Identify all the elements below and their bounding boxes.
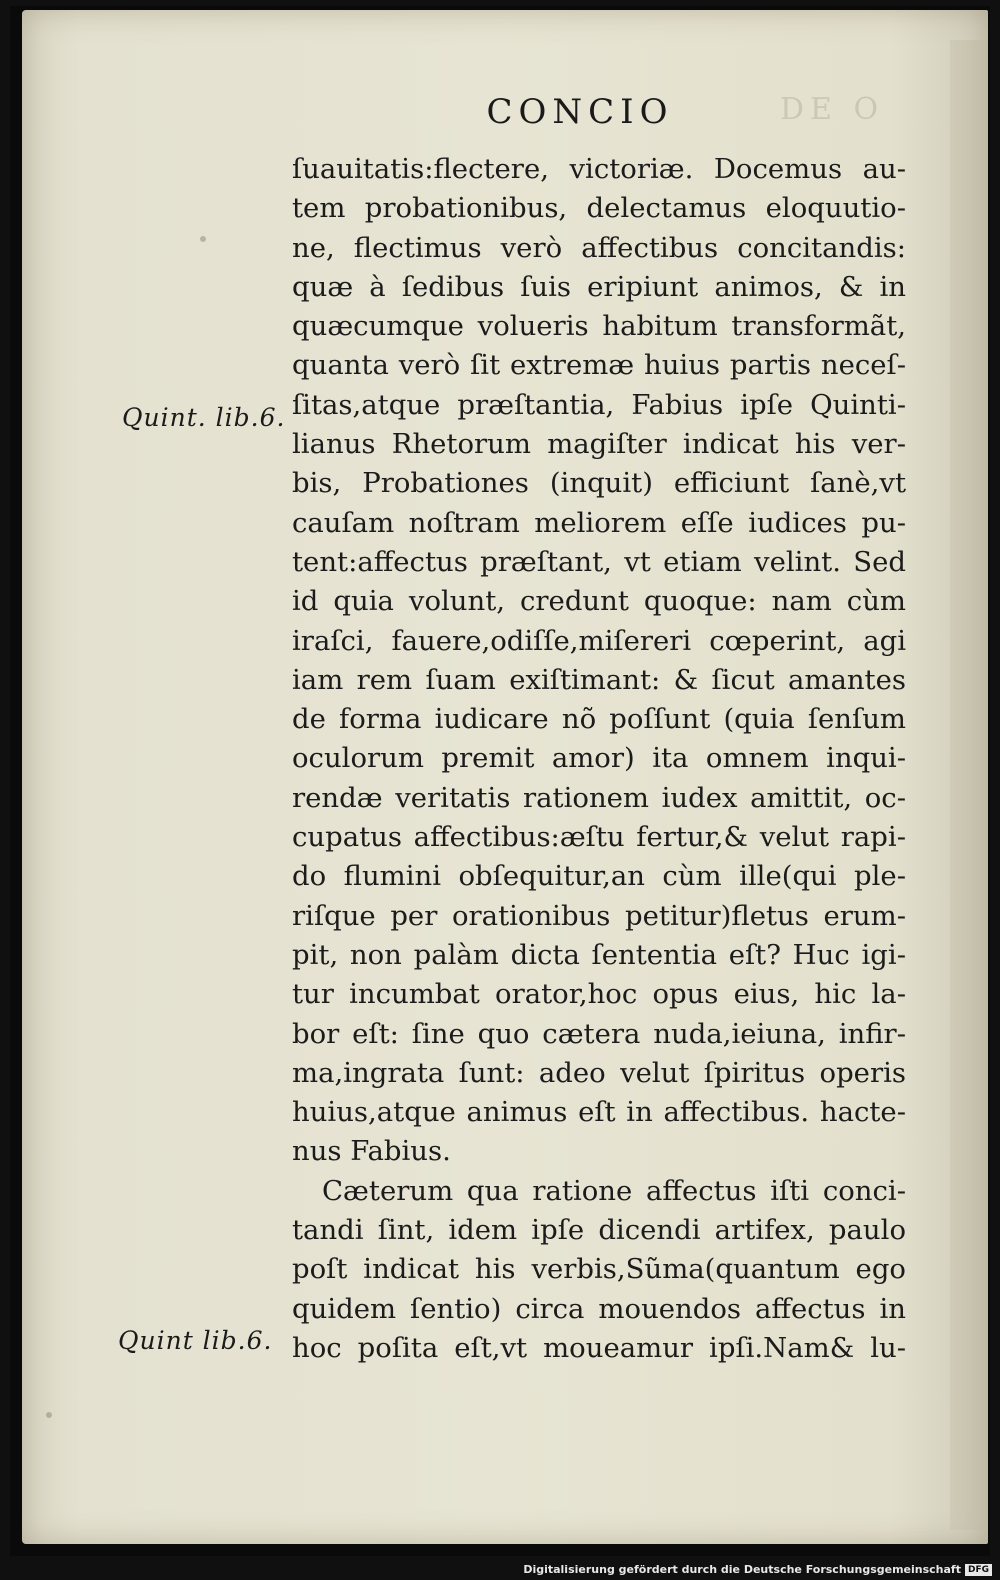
text-line: tandi ſint, idem ipſe dicendi artifex, paulo (292, 1214, 906, 1247)
page-edge (950, 40, 988, 1530)
text-line: iraſci, fauere,odiſſe,miſereri cœperint, agi (292, 624, 906, 657)
text-line: huius,atque animus eſt in affectibus. hacte- (292, 1096, 906, 1129)
text-line: tur incumbat orator,hoc opus eius, hic la- (292, 978, 906, 1011)
text-line: rendæ veritatis rationem iudex amittit, oc- (292, 781, 906, 814)
text-line: poſt indicat his verbis,Sũma(quantum ego (292, 1253, 906, 1286)
text-line: bor eſt: ſine quo cætera nuda,ieiuna, infir- (292, 1017, 906, 1050)
text-line: tent:affectus præſtant, vt etiam velint. Sed (292, 545, 906, 578)
text-line: nus Fabius. (292, 1135, 451, 1168)
text-line: hoc poſita eſt,vt moueamur ipſi.Nam& lu- (292, 1331, 906, 1364)
text-line: quanta verò ſit extremæ huius partis neceſ- (292, 349, 906, 382)
text-line: Cæterum qua ratione affectus iſti conci- (322, 1174, 906, 1207)
paper-spot (46, 1412, 52, 1418)
text-line: cauſam noſtram meliorem eſſe iudices pu- (292, 506, 906, 539)
text-line: do flumini obſequitur,an cùm ille(qui ple- (292, 860, 906, 893)
text-line: quæcumque volueris habitum transformãt, (292, 310, 906, 343)
text-line: lianus Rhetorum magiſter indicat his ver- (292, 428, 906, 461)
text-line: ma,ingrata ſunt: adeo velut ſpiritus operis (292, 1056, 906, 1089)
text-line: quæ à ſedibus ſuis eripiunt animos, & in (292, 270, 906, 303)
text-line: iam rem ſuam exiſtimant: & ſicut amantes (292, 663, 906, 696)
text-line: id quia volunt, credunt quoque: nam cùm (292, 585, 906, 618)
text-line: riſque per orationibus petitur)fletus erum- (292, 899, 906, 932)
bleed-through-text: DE O (780, 92, 885, 127)
body-text (292, 150, 906, 1368)
text-line: ſuauitatis:flectere, victoriæ. Docemus au- (292, 153, 906, 185)
paper-spot (200, 236, 206, 242)
marginal-note: Quint lib.6. (118, 1326, 273, 1355)
text-line: oculorum premit amor) ita omnem inqui- (292, 742, 906, 775)
credit-text: Digitalisierung gefördert durch die Deutsche Forschungsgemeinschaft (523, 1563, 961, 1576)
text-line: tem probationibus, delectamus eloquutio- (292, 192, 906, 225)
text-line: pit, non palàm dicta ſententia eſt? Huc igi- (292, 938, 906, 971)
marginal-note: Quint. lib.6. (122, 403, 286, 432)
text-line: ſitas,atque præſtantia, Fabius ipſe Quinti- (292, 388, 906, 421)
text-line: cupatus affectibus:æſtu fertur,& velut rapi- (292, 821, 906, 854)
text-line: de forma iudicare nõ poſſunt (quia ſenſum (292, 703, 906, 736)
text-line: quidem ſentio) circa mouendos affectus in (292, 1292, 906, 1325)
dfg-logo-icon: DFG (965, 1564, 992, 1576)
running-head: CONCIO (486, 92, 674, 132)
digitization-credit (523, 1563, 992, 1576)
text-line: ne, flectimus verò affectibus concitandis: (292, 231, 906, 264)
text-line: bis, Probationes (inquit) efficiunt ſanè,vt (292, 467, 906, 500)
